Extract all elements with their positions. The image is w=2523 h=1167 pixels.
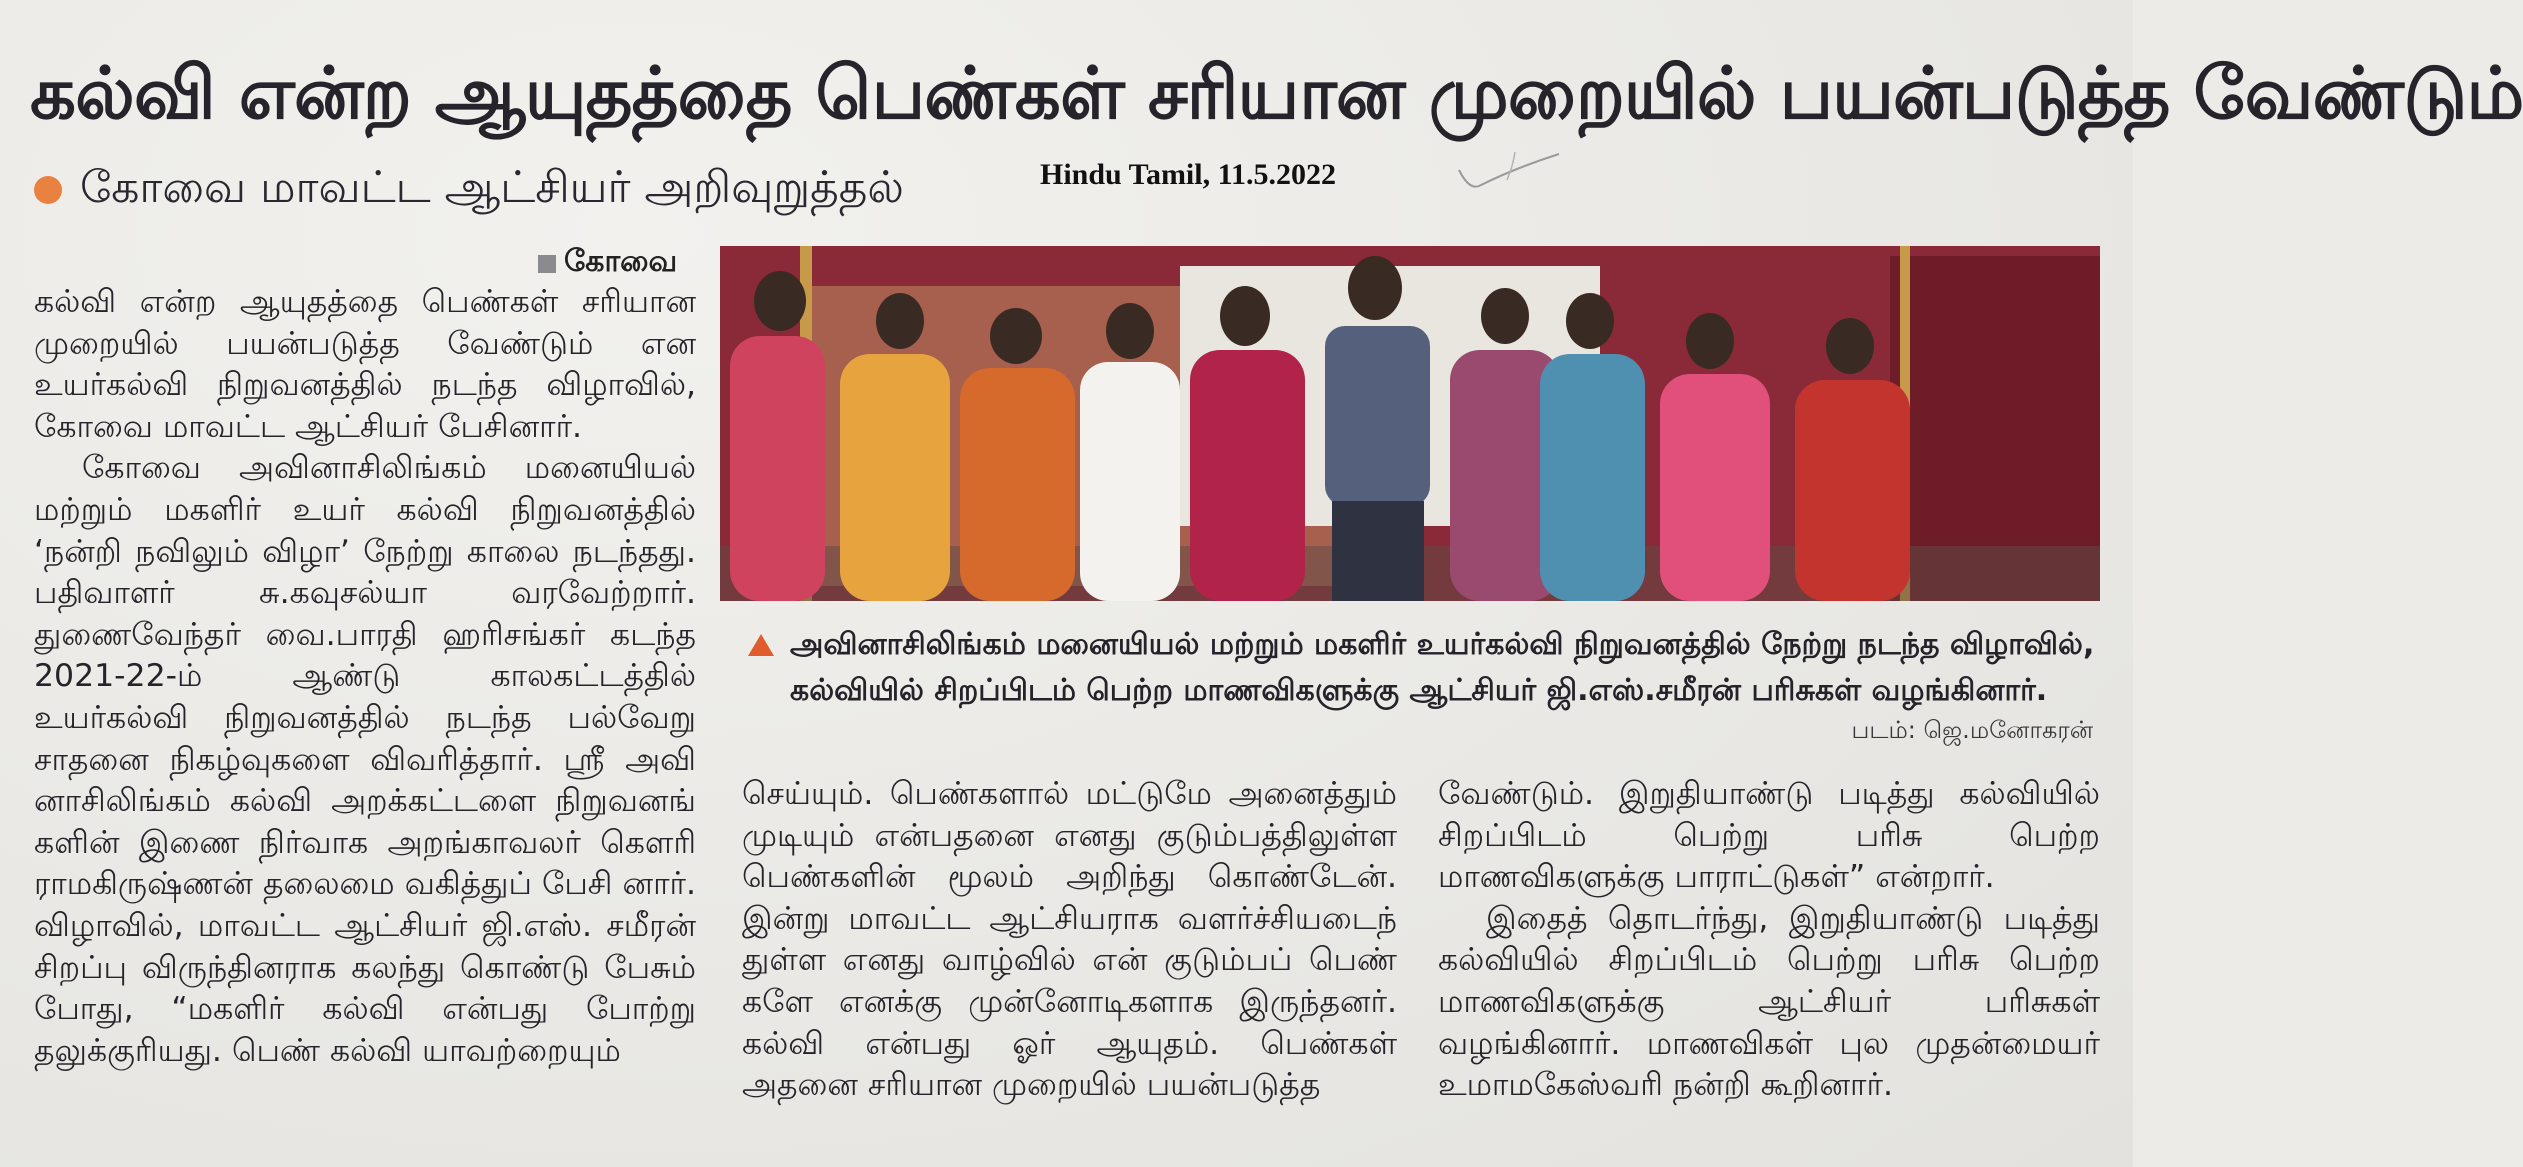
- photo-caption-text: அவினாசிலிங்கம் மனையியல் மற்றும் மகளிர் உயர்கல்வி நிறுவனத்தில் நேற்று நடந்த விழாவில், கல்வியில் சிறப்பிடம் பெற்ற மாணவிகளுக்கு ஆட்சியர் ஜி.எஸ்.சமீரன் பரிசுகள் வழங்கினார்.: [790, 627, 2095, 708]
- event-photo: [720, 246, 2100, 601]
- article-paragraph: கோவை அவினாசிலிங்கம் மனையியல் மற்றும் மகளிர் உயர் கல்வி நிறுவனத்தில் ‘நன்றி நவிலும் விழா’ நேற்று காலை நடந்தது. பதிவாளர் சு.கவுசல்யா வரவேற்றார். துணைவேந்தர் வை.பாரதி ஹரிசங்கர் கடந்த 2021-22-ம் ஆண்டு காலகட்டத்தில் உயர்கல்வி நிறுவனத்தில் நடந்த பல்வேறு சாதனை நிகழ்வுகளை விவரித்தார். ஸ்ரீ அவி னாசிலிங்கம் கல்வி அறக்கட்டளை நிறுவனங் களின் இணை நிர்வாக அறங்காவலர் கௌரி ராமகிருஷ்ணன் தலைமை வகித்துப் பேசி னார். விழாவில், மாவட்ட ஆட்சியர் ஜி.எஸ். சமீரன் சிறப்பு விருந்தினராக கலந்து கொண்டு பேசும் போது, “மகளிர் கல்வி என்பது போற்று தலுக்குரியது. பெண் கல்வி யாவற்றையும்: [34, 450, 696, 1069]
- event-photo-illustration: [720, 246, 2100, 601]
- source-annotation: Hindu Tamil, 11.5.2022: [1040, 158, 1336, 191]
- subheadline-text: கோவை மாவட்ட ஆட்சியர் அறிவுறுத்தல்: [80, 161, 904, 213]
- triangle-marker-icon: [748, 634, 774, 656]
- article-paragraph: செய்யும். பெண்களால் மட்டுமே அனைத்தும் முடியும் என்பதனை எனது குடும்பத்திலுள்ள பெண்களின் மூலம் அறிந்து கொண்டேன். இன்று மாவட்ட ஆட்சியராக வளர்ச்சியடைந் துள்ள எனது வாழ்வில் என் குடும்பப் பெண் களே எனக்கு முன்னோடிகளாக இருந்தனர். கல்வி என்பது ஓர் ஆயுதம். பெண்கள் அதனை சரியான முறையில் பயன்படுத்த: [742, 776, 1397, 1104]
- square-bullet-icon: [538, 255, 556, 273]
- photo-caption: [748, 622, 2098, 714]
- dateline: [538, 244, 677, 283]
- photo-credit: படம்: ஜெ.மனோகரன்: [1851, 716, 2093, 744]
- article-paragraph: கல்வி என்ற ஆயுதத்தை பெண்கள் சரியான முறையில் பயன்படுத்த வேண்டும் என உயர்கல்வி நிறுவனத்தில் நடந்த விழாவில், கோவை மாவட்ட ஆட்சியர் பேசினார்.: [34, 284, 696, 445]
- article-paragraph: வேண்டும். இறுதியாண்டு படித்து கல்வியில் சிறப்பிடம் பெற்று பரிசு பெற்ற மாணவிகளுக்கு பாராட்டுகள்” என்றார்.: [1438, 776, 2100, 896]
- article-paragraph: இதைத் தொடர்ந்து, இறுதியாண்டு படித்து கல்வியில் சிறப்பிடம் பெற்று பரிசு பெற்ற மாணவிகளுக்கு ஆட்சியர் பரிசுகள் வழங்கினார். மாணவிகள் புல முதன்மையர் உமாமகேஸ்வரி நன்றி கூறினார்.: [1438, 900, 2100, 1104]
- article-column-1: [34, 282, 696, 1072]
- orange-bullet-icon: [34, 176, 62, 204]
- dateline-text: கோவை: [564, 244, 678, 279]
- article-column-2: [742, 774, 1397, 1107]
- headline: கல்வி என்ற ஆயுதத்தை பெண்கள் சரியான முறையில் பயன்படுத்த வேண்டும்: [30, 51, 2523, 135]
- article-column-3: [1438, 774, 2100, 1107]
- pencil-tick-mark: [1455, 150, 1565, 196]
- subheadline: [34, 158, 904, 222]
